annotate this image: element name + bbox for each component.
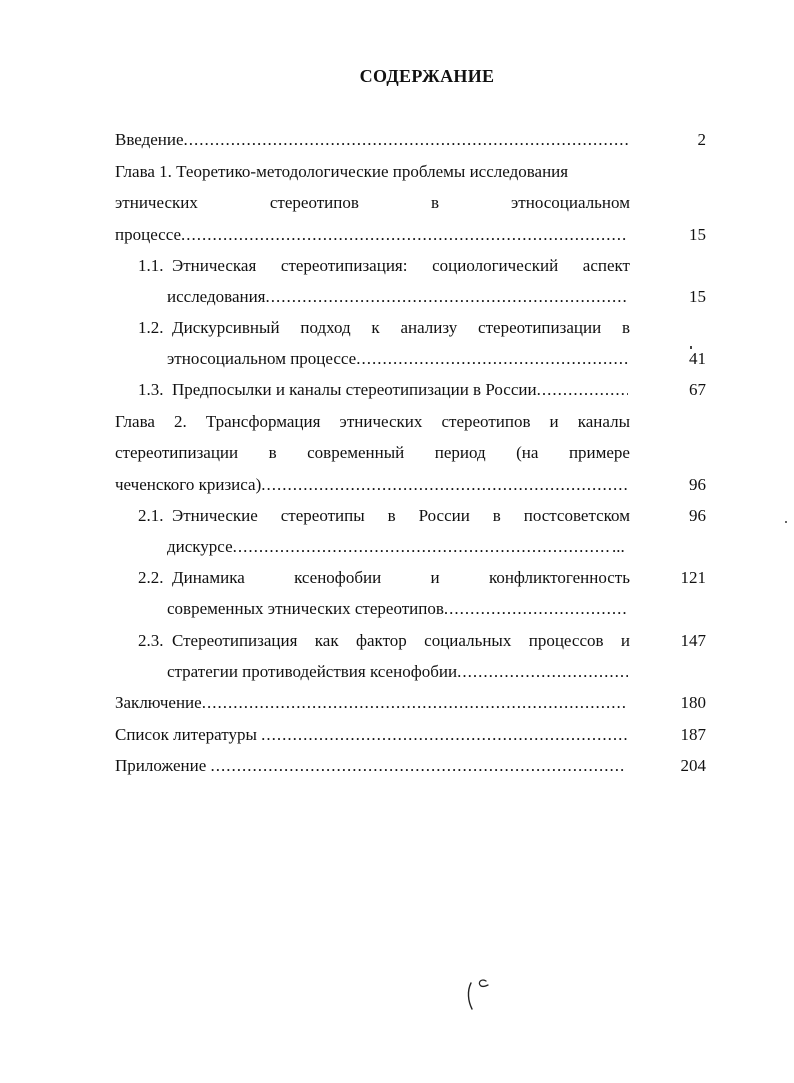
toc-section-1-1-line-2[interactable]: исследования ..... — [167, 287, 628, 307]
page-number: 96 — [689, 506, 706, 525]
page-number: 147 — [680, 631, 706, 650]
toc-entry-intro[interactable] — [115, 130, 628, 150]
page-number: 15 — [689, 287, 706, 306]
page-number: 204 — [680, 756, 706, 775]
leader-dots — [233, 537, 611, 557]
page-number: 67 — [689, 380, 706, 399]
toc-section-2-2-num: 2.2. — [138, 568, 164, 587]
leader-dots — [261, 725, 628, 745]
leader-dots — [266, 287, 628, 307]
toc-section-1-1-num: 1.1. — [138, 256, 164, 275]
toc-section-2-2-line-2[interactable]: современных этнических стереотипов ..... — [167, 599, 628, 619]
toc-section-1-2-num: 1.2. — [138, 318, 164, 337]
leader-dots — [184, 130, 628, 150]
leader-dots — [444, 599, 628, 619]
leader-dots — [261, 475, 628, 495]
toc-chapter-2-line-3[interactable]: чеченского кризиса) ..... — [115, 475, 628, 495]
toc-chapter-2-line-2[interactable]: стереотипизации в современный период (на примере — [115, 443, 630, 462]
page-number: 15 — [689, 225, 706, 244]
page-number: 41 — [689, 349, 706, 368]
handwritten-mark-icon — [462, 975, 502, 1015]
toc-chapter-1-line-3[interactable]: процессе ..... — [115, 225, 628, 245]
page-title: СОДЕРЖАНИЕ — [359, 66, 495, 86]
toc-section-2-3-line-2[interactable]: стратегии противодействия ксенофобии ..... — [167, 662, 628, 682]
page-number: 121 — [680, 568, 706, 587]
toc-chapter-2-line-1[interactable]: Глава 2. Трансформация этнических стереотипов и каналы — [115, 412, 630, 431]
leader-dots — [537, 380, 628, 400]
toc-section-2-1-line-2[interactable]: дискурсе ..... — [167, 537, 611, 557]
toc-section-2-3-line-1[interactable]: Стереотипизация как фактор социальных процессов и — [172, 631, 630, 650]
leader-dots — [202, 693, 628, 713]
scan-speck — [785, 521, 787, 523]
page-number: 96 — [689, 475, 706, 494]
page-number: 180 — [680, 693, 706, 712]
toc-section-2-1-line-1[interactable]: Этнические стереотипы в России в постсоветском — [172, 506, 630, 525]
toc-section-2-1-tail: ... — [612, 537, 625, 556]
toc-section-2-3-num: 2.3. — [138, 631, 164, 650]
toc-section-1-2-line-1[interactable]: Дискурсивный подход к анализу стереотипизации в — [172, 318, 630, 337]
toc-section-2-1-num: 2.1. — [138, 506, 164, 525]
leader-dots — [181, 225, 628, 245]
toc-section-1-3-num: 1.3. — [138, 380, 164, 399]
page-number: 2 — [697, 130, 706, 149]
toc-section-1-2-line-2[interactable]: этносоциальном процессе ..... — [167, 349, 628, 369]
toc-entry-conclusion[interactable]: Заключение ..... — [115, 693, 628, 713]
scan-speck — [690, 346, 692, 349]
toc-chapter-1-line-1[interactable]: Глава 1. Теоретико-методологические проблемы исследования — [115, 162, 569, 181]
toc-entry-references[interactable]: Список литературы ..... — [115, 725, 628, 745]
leader-dots — [356, 349, 628, 369]
toc-chapter-1-line-2[interactable]: этнических стереотипов в этносоциальном — [115, 193, 630, 212]
toc-entry-appendix[interactable]: Приложение ..... — [115, 756, 625, 776]
leader-dots — [457, 662, 628, 682]
toc-section-2-2-line-1[interactable]: Динамика ксенофобии и конфликтогенность — [172, 568, 630, 587]
page-number: 187 — [680, 725, 706, 744]
toc-section-1-3-line-1[interactable]: Предпосылки и каналы стереотипизации в России ..... — [172, 380, 628, 400]
leader-dots — [211, 756, 626, 776]
toc-section-1-1-line-1[interactable]: Этническая стереотипизация: социологический аспект — [172, 256, 630, 275]
toc-entry-text: Введение — [115, 130, 184, 149]
